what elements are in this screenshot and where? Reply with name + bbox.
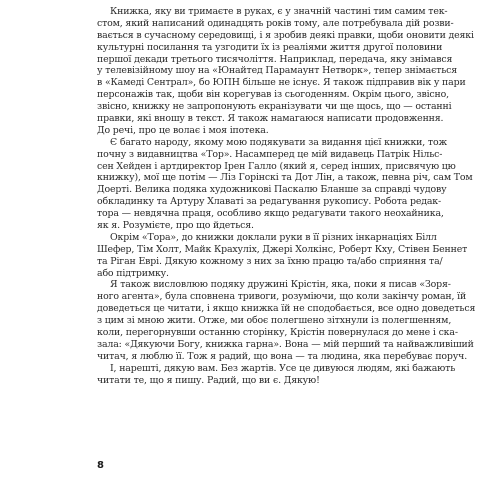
text-line: Книжка, яку ви тримаєте в руках, є у значній частині тим самим тек-: [110, 6, 448, 17]
text-line: Окрім «Тора», до книжки доклали руки в її різних інкарнаціях Білл: [110, 231, 437, 243]
text-line: І, нарешті, дякую вам. Без жартів. Усе це дивуюся людям, які бажають: [110, 362, 456, 374]
text-line: читати те, що я пишу. Радий, що ви є. Дякую!: [97, 374, 320, 386]
text-line: персонажів так, щоби він корегував із сьогоденням. Окрім цього, звісно,: [97, 89, 449, 101]
text-line: доведеться це читати, і якщо книжка їй не сподобається, все одно доведеться: [97, 303, 476, 315]
text-line: стом, який написаний одинадцять років тому, але потребувала дій розви-: [97, 17, 454, 29]
text-line: Шефер, Тім Холт, Майк Крахуліх, Джері Холкінс, Роберт Кху, Стівен Беннет: [97, 243, 468, 255]
text-line: Доерті. Велика подяка художникові Паскалю Бланше за справді чудову: [97, 184, 447, 196]
text-line: вається в сучасному середовищі, і я зробив деякі правки, щоби оновити деякі: [97, 29, 474, 41]
text-line: сен Хейден і артдиректор Ірен Галло (який я, серед інших, присвячую цю: [97, 160, 456, 172]
text-line: в «Камеді Сентрал», бо ЮПН більше не існує. Я також підправив вік у пари: [97, 77, 466, 89]
text-line: правки, які вношу в текст. Я також намагаюся написати продовження.: [97, 113, 444, 125]
text-line: у телевізійному шоу на «Юнайтед Парамаунт Нетворк», тепер знімається: [97, 65, 458, 77]
text-line: обкладинку та Артуру Хлаваті за редагування рукопису. Робота редак-: [97, 196, 442, 208]
page-number: 8: [97, 460, 104, 471]
text-line: коли, перегорнувши останню сторінку, Крістін повернулася до мене і ска-: [97, 327, 458, 339]
text-line: почну з видавництва «Тор». Насамперед це мій видавець Патрік Нільс-: [97, 148, 443, 160]
text-line: або підтримку.: [97, 267, 169, 279]
text-line: Я також висловлюю подяку дружині Крістін, яка, поки я писав «Зоря-: [110, 279, 451, 291]
text-line: першої декади третього тисячоліття. Наприклад, передача, яку знімався: [97, 53, 453, 65]
text-line: та Ріган Еврі. Дякую кожному з них за їхню працю та/або сприяння та/: [97, 255, 443, 267]
text-line: звісно, книжку не запропонують екранізувати чи ще щось, що — останні: [97, 101, 452, 113]
text-line: культурні посилання та узгодити їх із реаліями життя другої половини: [97, 41, 443, 53]
text-line: читач, я люблю її. Тож я радий, що вона — та людина, яка перебуває поруч.: [97, 350, 468, 362]
acknowledgements-text: [97, 6, 476, 387]
text-line: зала: «Дякуючи Богу, книжка гарна». Вона — мій перший та найважливіший: [97, 338, 474, 350]
text-line: тора — невдячна праця, особливо якщо редагувати такого неохайника,: [97, 208, 444, 220]
text-line: як я. Розумієте, про що йдеться.: [97, 220, 254, 232]
text-line: книжку), мої ще потім — Ліз Горінскі та Дот Лін, а також, певна річ, сам Том: [97, 172, 473, 184]
text-line: ного агента», була сповнена тривоги, розуміючи, що коли закінчу роман, їй: [97, 291, 467, 303]
text-line: Є багато народу, якому мою подякувати за видання цієї книжки, тож: [110, 136, 447, 148]
text-line: До речі, про це волає і моя іпотека.: [97, 124, 269, 136]
text-line: з цим зі мною жити. Отже, ми обоє полегшено зітхнули із полегшенням,: [97, 315, 452, 327]
